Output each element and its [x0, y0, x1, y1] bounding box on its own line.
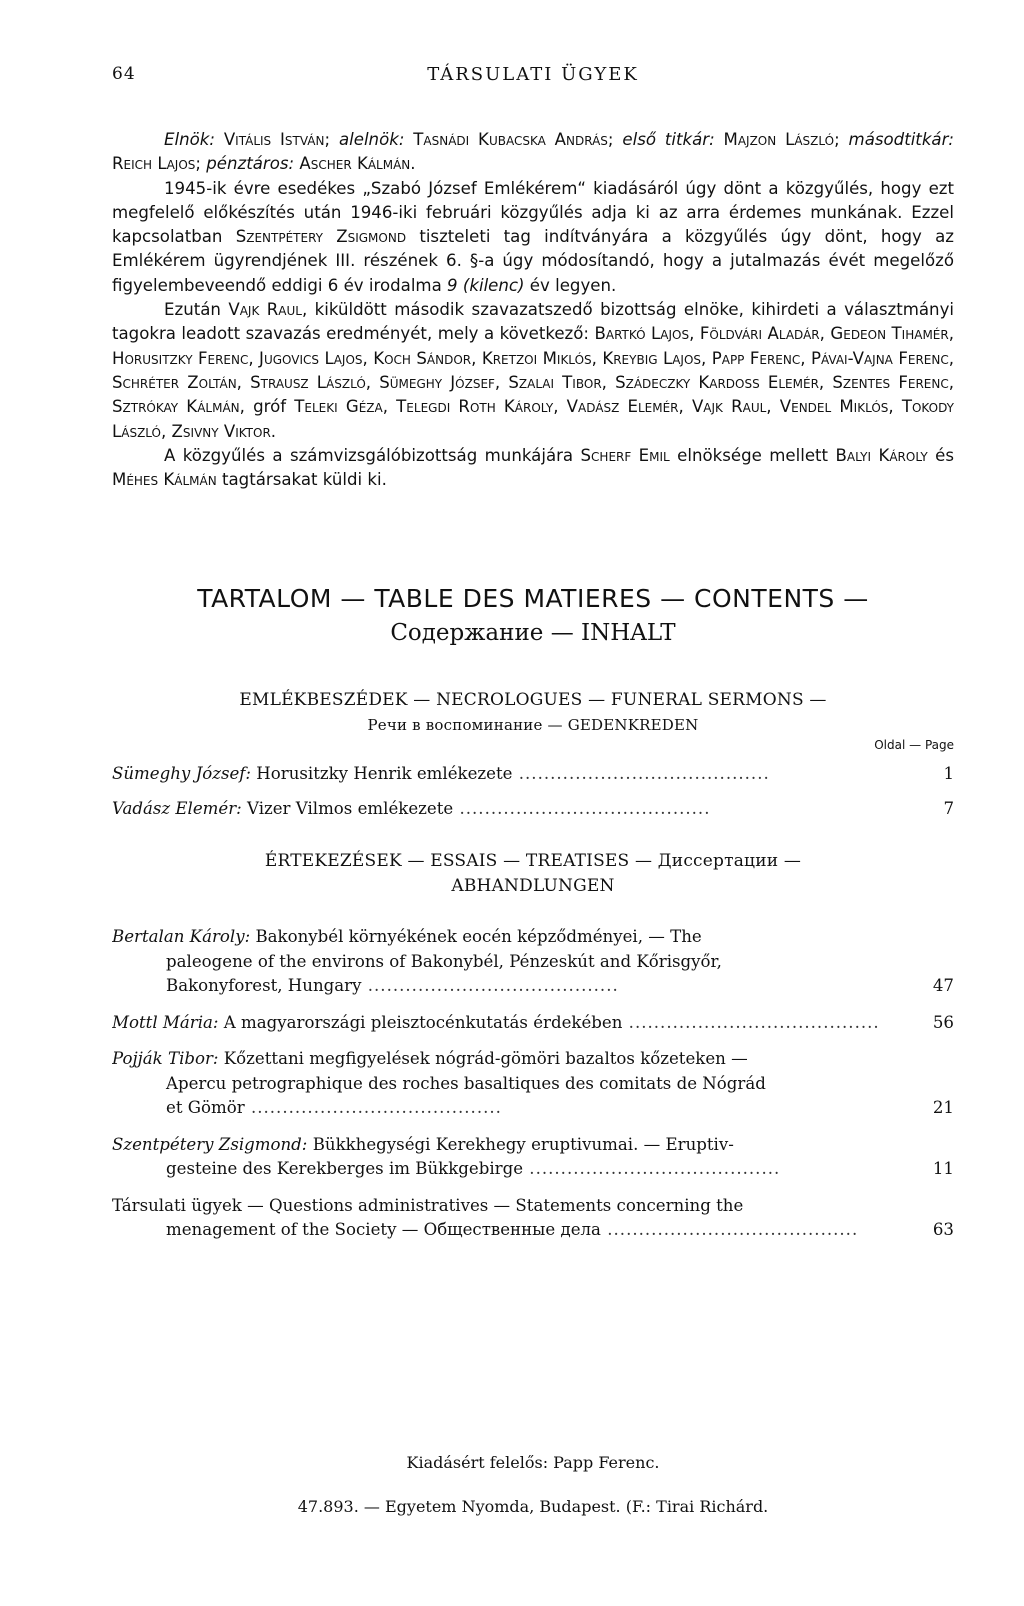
toc-entry — [112, 925, 954, 999]
entry-title: Apercu petrographique des roches basaltiques des comitats de Nógrád — [166, 1073, 766, 1093]
entry-title: Kőzettani megfigyelések nógrád-gömöri bazaltos kőzeteken — — [223, 1049, 748, 1068]
dot-leader: ........................................ — [523, 1159, 781, 1178]
dot-leader: ........................................ — [512, 764, 770, 783]
entry-title: et Gömör — [166, 1098, 245, 1117]
dot-leader: ........................................ — [244, 1098, 502, 1117]
officer-role: első titkár: — [622, 130, 724, 149]
minutes-text — [112, 128, 954, 492]
section-heading: ABHANDLUNGEN — [451, 876, 615, 896]
officer-role: Elnök: — [164, 130, 224, 149]
officer-name: Ascher Kálmán — [299, 154, 411, 174]
entry-page-number: 11 — [932, 1159, 954, 1178]
entry-page-number: 56 — [932, 1012, 954, 1032]
toc-entry — [112, 1133, 954, 1182]
page-header — [112, 64, 954, 94]
entry-author: Vadász Elemér: — [112, 798, 247, 818]
toc-entry — [112, 1194, 954, 1243]
section-heading: EMLÉKBESZÉDEK — NECROLOGUES — FUNERAL SERMONS — — [239, 690, 827, 710]
dot-leader: ........................................ — [361, 976, 619, 995]
officer-name: Tasnádi Kubacska András — [413, 130, 608, 149]
entry-title: gesteine des Kerekberges im Bükkgebirge — [166, 1159, 524, 1178]
entry-title: Bakonybél környékének eocén képződményei, — The — [255, 927, 702, 946]
toc-entry — [112, 1047, 954, 1121]
publisher-line: Kiadásért felelős: Papp Ferenc. — [406, 1453, 660, 1472]
officer-role: alelnök: — [338, 130, 414, 149]
entry-page-number: 47 — [932, 976, 954, 995]
entry-title: Bükkhegységi Kerekhegy eruptivumai. — Eruptiv- — [312, 1134, 734, 1154]
toc-entry — [112, 797, 954, 822]
officer-name: Vitális István — [223, 130, 325, 149]
toc-subtitle: Содержание — INHALT — [390, 620, 676, 646]
audit-paragraph: A közgyűlés a számvizsgálóbizottság munkájára Scherf Emil elnöksége mellett Balyi Károly és Méhes Kálmán tagtársakat küldi ki. — [112, 445, 955, 490]
entry-page-number: 1 — [943, 764, 954, 783]
entry-page-number: 21 — [932, 1098, 954, 1117]
officer-name: Reich Lajos — [112, 154, 196, 174]
section-heading: ÉRTEKEZÉSEK — ESSAIS — TREATISES — Диссертации — — [264, 851, 802, 871]
officer-role: pénztáros: — [206, 154, 300, 174]
entry-author: Sümeghy József: — [112, 764, 257, 783]
page-column-label: Oldal — Page — [874, 738, 954, 752]
dot-leader: ........................................ — [622, 1012, 880, 1032]
printer-line: 47.893. — Egyetem Nyomda, Budapest. (F.: Tirai Richárd. — [297, 1497, 769, 1516]
entry-title: Horusitzky Henrik emlékezete — [256, 764, 513, 783]
entry-author: Pojják Tibor: — [112, 1049, 224, 1068]
entry-title: Társulati ügyek — Questions administratives — Statements concerning the — [112, 1195, 744, 1215]
entry-title: Vizer Vilmos emlékezete — [247, 798, 454, 818]
section-entries — [112, 925, 954, 1243]
entry-author: Szentpétery Zsigmond: — [112, 1134, 313, 1154]
officer-role: másodtitkár: — [848, 130, 955, 149]
election-paragraph: Ezután Vajk Raul, kiküldött második szavazatszedő bizottság elnöke, kihirdeti a választmányi tagokra leadott szavazás eredményét, mely a következő: Bartkó Lajos, Földvári Aladár, Gedeon Tihamér, Horusitzky Ferenc, Jugovics Lajos, Koch Sándor, Kretzoi Miklós, Kreybig Lajos, Papp Ferenc, Pávai-Vajna Ferenc, Schréter Zoltán, Strausz László, Sümeghy József, Szalai Tibor, Szádeczky Kardoss Elemér, Szentes Ferenc, Sztrókay Kálmán, gróf Teleki Géza, Telegdi Roth Károly, Vadász Elemér, Vajk Raul, Vendel Miklós, Tokody László, Zsivny Viktor. — [112, 300, 955, 441]
entry-title: paleogene of the environs of Bakonybél, Pénzeskút and Kőrisgyőr, — [166, 951, 722, 971]
toc-title: TARTALOM — TABLE DES MATIERES — CONTENTS — — [197, 584, 869, 613]
entry-title: A magyarországi pleisztocénkutatás érdekében — [223, 1012, 623, 1032]
entry-page-number: 7 — [943, 798, 954, 818]
officers-paragraph: Elnök: Vitális István; alelnök: Tasnádi Kubacska András; első titkár: Majzon László; másodtitkár: Reich Lajos; pénztáros: Ascher Kálmán. — [112, 130, 955, 174]
section-heading: Речи в воспоминание — GEDENKREDEN — [367, 716, 699, 734]
entry-page-number: 63 — [932, 1220, 954, 1239]
section-entries — [112, 762, 954, 821]
dot-leader: ........................................ — [600, 1220, 859, 1239]
entry-title: menagement of the Society — Общественные дела — [166, 1220, 601, 1239]
running-title: TÁRSULATI ÜGYEK — [427, 64, 639, 85]
toc-entry — [112, 762, 954, 787]
table-of-contents — [112, 582, 954, 1243]
entry-title: Bakonyforest, Hungary — [166, 976, 362, 995]
page-number: 64 — [112, 64, 136, 84]
entry-author: Mottl Mária: — [112, 1012, 224, 1032]
entry-author: Bertalan Károly: — [112, 927, 256, 946]
officer-name: Majzon László — [723, 130, 835, 149]
toc-entry — [112, 1011, 954, 1036]
dot-leader: ........................................ — [453, 798, 711, 818]
medal-paragraph: 1945-ik évre esedékes „Szabó József Emlékérem“ kiadásáról úgy dönt a közgyűlés, hogy ezt megfelelő előkészítés után 1946-iki februári közgyűlés adja ki az arra érdemes munkának. Ezzel kapcsolatban Szentpétery Zsigmond tiszteleti tag indítványára a közgyűlés úgy dönt, hogy az Emlékérem ügyrendjének III. részének 6. §-a úgy módosítandó, hogy a jutalmazás évét megelőző figyelembeveendő eddigi 6 év irodalma 9 (kilenc) év legyen. — [112, 178, 954, 295]
